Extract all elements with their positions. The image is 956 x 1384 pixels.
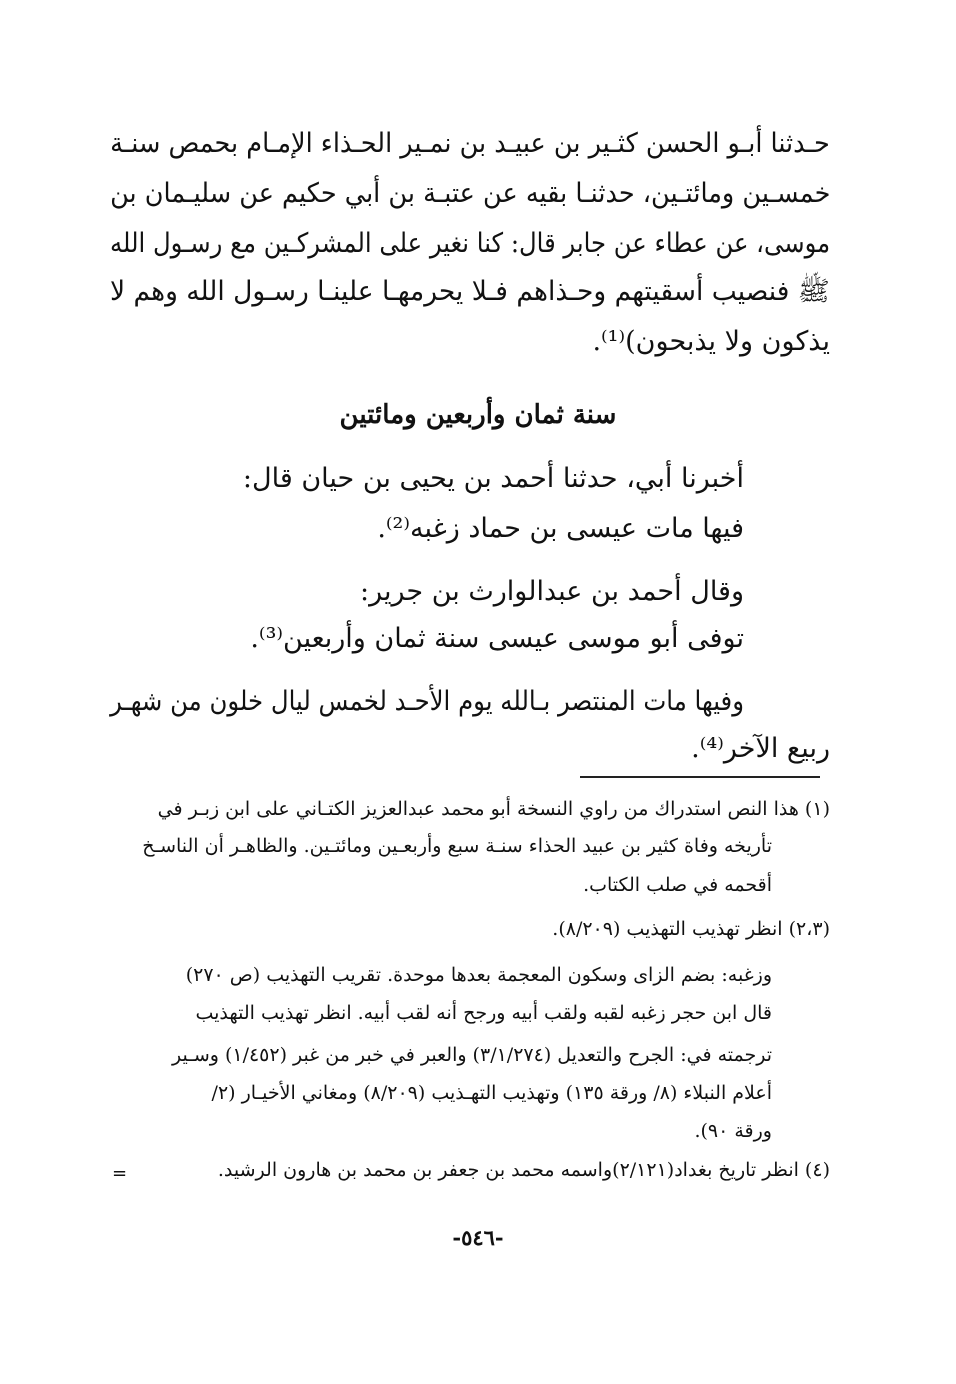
body-line: توفى أبو موسى عيسى سنة ثمان وأربعين⁽³⁾. <box>250 623 744 654</box>
body-line: خمسـين ومائتـين، حدثنـا بقيه عن عتبـة بن أبي حكيم عن سليـمان بن <box>109 178 830 209</box>
footnote-line: (٤) انظر تاريخ بغداد(٢/١٢١)واسمه محمد بن جعفر بن محمد بن هارون الرشيد. <box>217 1159 830 1181</box>
body-line: فيها مات عيسى بن حماد زغبه⁽²⁾. <box>377 513 744 544</box>
footnote-line: وزغبه: بضم الزاى وسكون المعجمة بعدها موحدة. تقريب التهذيب (ص ٢٧٠) <box>185 964 772 986</box>
footnote-separator <box>580 776 820 778</box>
body-line: ﷺ فنصيب أسقيتهم وحـذاهم فـلا يحرمهـا علينـا رسـول الله وهم لا <box>110 276 830 307</box>
footnote-line: ورقة ٩٠). <box>694 1120 772 1142</box>
footnote-line: ترجمته في: الجرح والتعديل (٣/١/٢٧٤) والعبر في خبر من غبر (١/٤٥٢) وسـير <box>172 1044 772 1066</box>
body-line: حـدثنا أبـو الحسن كثـير بن عبيـد بن نمـير الحـذاء الإمـام بحمص سنـة <box>110 128 830 159</box>
body-line: أخبرنا أبي، حدثنا أحمد بن يحيى بن حيان قال: <box>242 463 744 494</box>
body-line: موسى، عن عطاء عن جابر قال: كنا نغير على المشركـين مع رسـول الله <box>109 228 830 259</box>
footnote-line: (١) هذا النص استدراك من راوي النسخة أبو محمد عبدالعزيز الكتـاني على ابن زبـر في <box>157 798 830 820</box>
footnote-line: أعلام النبلاء (٨/ ورقة ١٣٥) وتهذيب التهـذيب (٨/٢٠٩) ومغاني الأخيـار (٢/ <box>211 1082 772 1104</box>
footnote-line: (٢،٣) انظر تهذيب التهذيب (٨/٢٠٩). <box>552 918 830 940</box>
continuation-mark: = <box>112 1163 128 1184</box>
body-line: ربيع الآخر⁽⁴⁾. <box>691 733 830 764</box>
body-line: يذكون ولا يذبحون)⁽¹⁾. <box>592 326 830 357</box>
footnote-line: أقحمه في صلب الكتاب. <box>583 874 772 896</box>
body-line: وقال أحمد بن عبدالوارث بن جرير: <box>360 576 744 607</box>
footnote-line: قال ابن حجر زغبه لقبه ولقب أبيه ورجح أنه لقب أبيه. انظر تهذيب التهذيب <box>195 1002 772 1024</box>
section-heading: سنة ثمان وأربعين ومائتين <box>339 400 617 430</box>
body-line: وفيها مات المنتصر بـالله يوم الأحـد لخمس ليال خلون من شهـر <box>110 686 744 717</box>
page-number: -٥٤٦- <box>452 1225 504 1250</box>
footnote-line: تأريخه وفاة كثير بن عبيد الحذاء سنـة سبع وأربعـين ومائتـين. والظاهـر أن الناسـخ <box>142 835 772 857</box>
